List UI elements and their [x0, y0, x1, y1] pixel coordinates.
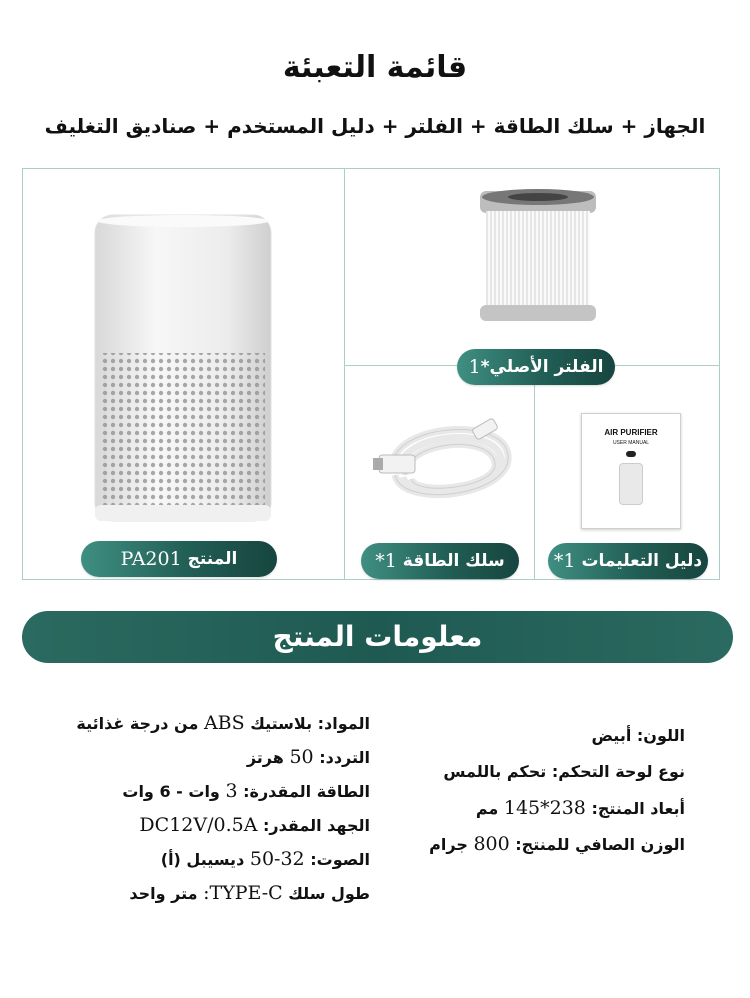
- specs-right-list: [420, 718, 685, 862]
- spec-cable-length: طول سلك TYPE-C: متر واحد: [129, 882, 370, 904]
- user-manual-image: [581, 413, 681, 529]
- page-title: قائمة التعبئة: [282, 50, 468, 85]
- filter-label: الفلتر الأصلي* 1: [457, 349, 615, 385]
- power-cable-label: سلك الطاقة 1*: [361, 543, 519, 579]
- packing-items-grid: [22, 168, 720, 580]
- specs-left-list: [40, 706, 370, 910]
- air-purifier-image: [93, 213, 273, 523]
- product-label: المنتج PA201: [81, 541, 277, 577]
- manual-cover-title: AIR PURIFIER: [604, 428, 658, 437]
- spec-net-weight: الوزن الصافي للمنتج: 800 جرام: [429, 833, 685, 855]
- spec-rated-voltage: الجهد المقدر: DC12V/0.5A: [139, 814, 370, 836]
- spec-material: المواد: بلاستيك ABS من درجة غذائية: [76, 712, 370, 734]
- power-cable-image: [373, 405, 523, 523]
- product-info-banner: معلومات المنتج: [22, 611, 733, 663]
- spec-color: اللون: أبيض: [591, 726, 685, 745]
- manual-cover-subtitle: USER MANUAL: [612, 440, 650, 446]
- spec-noise: الصوت: 32-50 ديسيبل (أ): [160, 848, 370, 870]
- packing-list-line: الجهاز + سلك الطاقة + الفلتر + دليل المستخدم + صناديق التغليف: [44, 114, 706, 138]
- manual-label: دليل التعليمات 1*: [548, 543, 708, 579]
- spec-control-panel: نوع لوحة التحكم: تحكم باللمس: [443, 762, 685, 781]
- filter-image: [478, 185, 598, 327]
- spec-frequency: التردد: 50 هرتز: [246, 746, 370, 768]
- spec-rated-power: الطاقة المقدرة: 3 وات - 6 وات: [122, 780, 370, 802]
- spec-dimensions: أبعاد المنتج: 238*145 مم: [475, 797, 685, 819]
